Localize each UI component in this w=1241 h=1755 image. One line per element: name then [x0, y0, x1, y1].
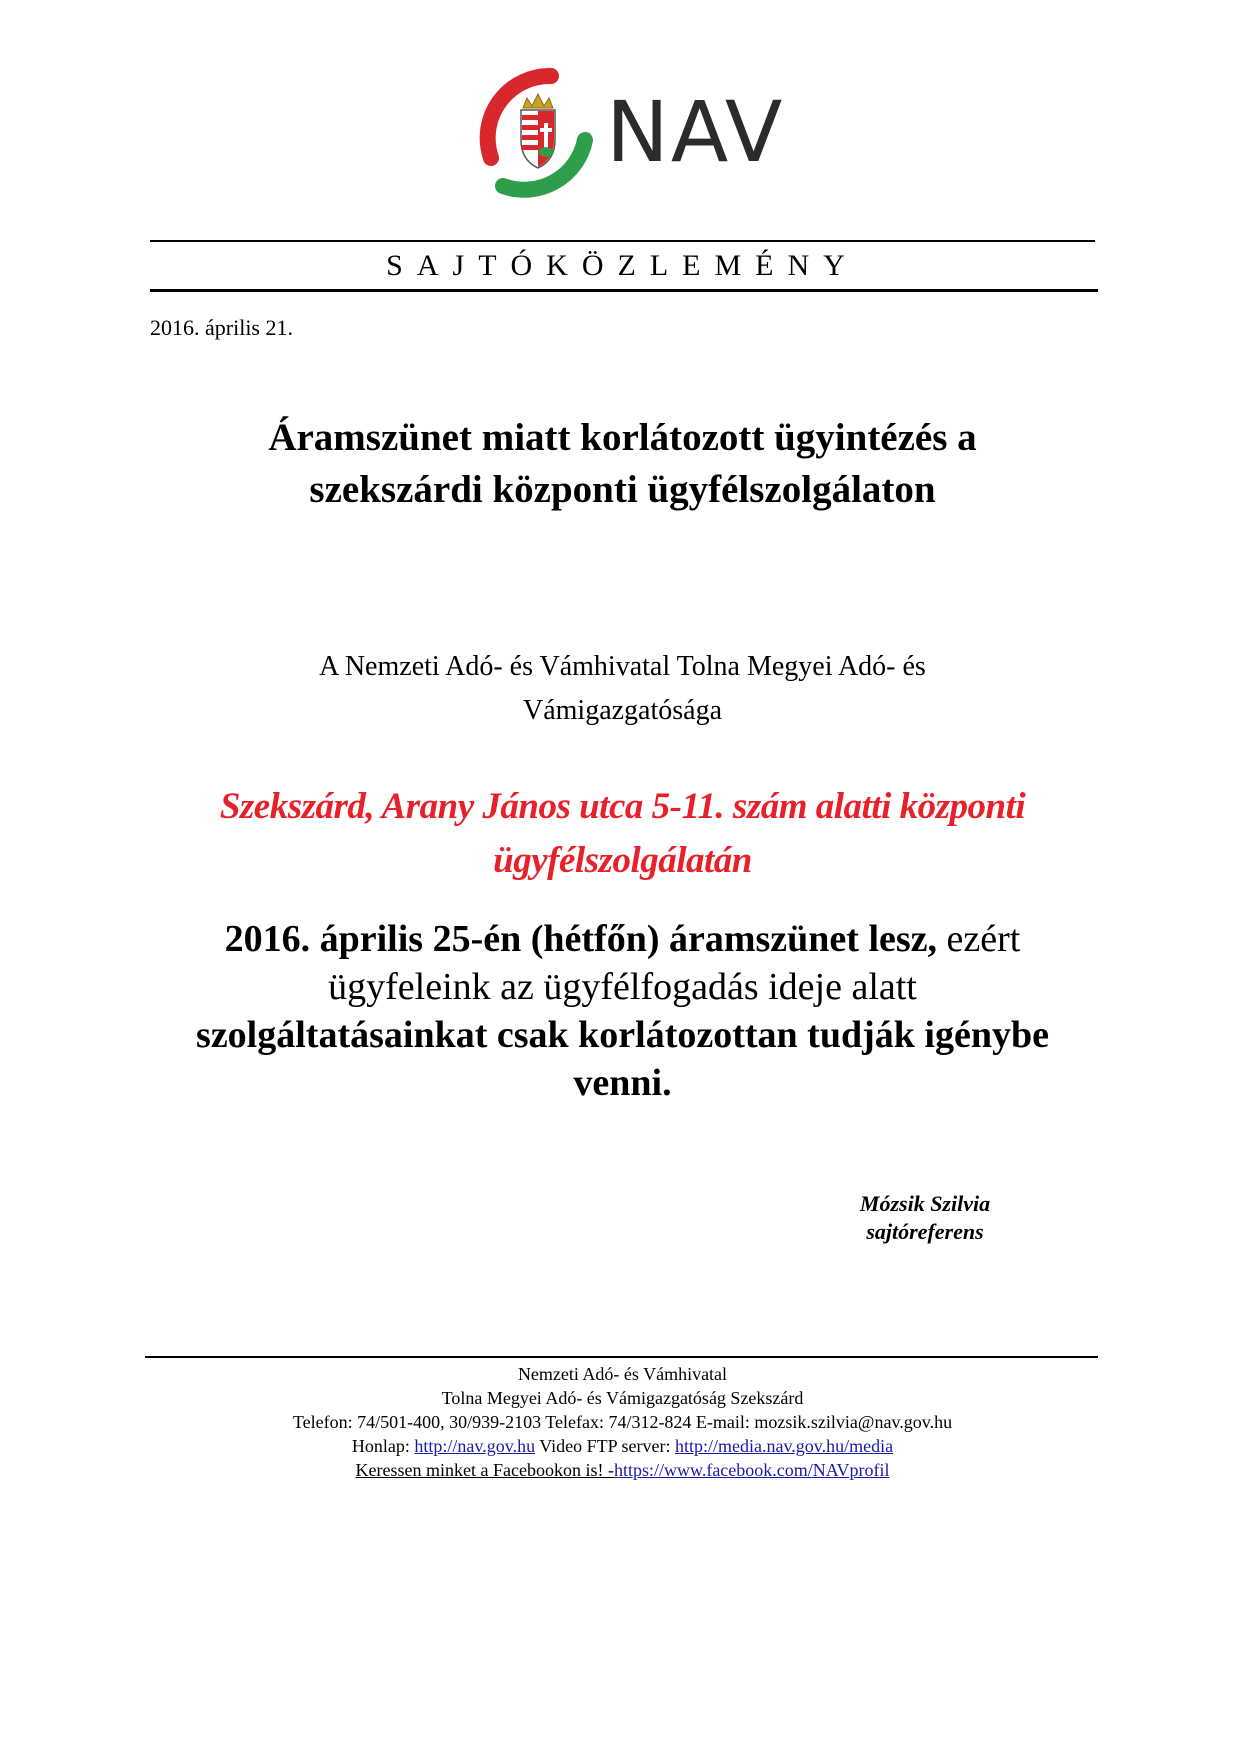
ftp-label: Video FTP server:: [535, 1436, 675, 1456]
body-bold-2: szolgáltatásainkat csak korlátozottan tudják igénybe: [196, 1014, 1049, 1056]
header-bottom-rule: [150, 289, 1098, 292]
body-line-2: ügyfeleink az ügyfélfogadás ideje alatt: [328, 966, 917, 1008]
body-bold-1: 2016. április 25-én (hétfőn) áramszünet lesz,: [224, 918, 938, 960]
footer-contact: Telefon: 74/501-400, 30/939-2103 Telefax: 74/312-824 E-mail: mozsik.szilvia@nav.gov.hu: [292, 1412, 953, 1432]
body-line-3: [140, 1011, 1105, 1059]
location-line-1: Szekszárd, Arany János utca 5-11. szám alatti központi: [219, 786, 1026, 827]
homepage-link[interactable]: http://nav.gov.hu: [414, 1436, 536, 1456]
nav-emblem-icon: [473, 68, 603, 208]
headline: [150, 412, 1095, 516]
honlap-label: Honlap:: [351, 1436, 415, 1456]
header-top-rule: [150, 240, 1095, 242]
nav-logo: [473, 68, 793, 208]
facebook-text: Keressen minket a Facebookon is! -: [355, 1460, 614, 1480]
signature-title: sajtóreferens: [866, 1219, 984, 1244]
announcement-body: [140, 915, 1105, 1107]
footer-line-2: Tolna Megyei Adó- és Vámigazgatóság Szekszárd: [441, 1388, 804, 1408]
intro-line-2: Vámigazgatósága: [522, 695, 723, 726]
body-normal-1: ezért: [937, 918, 1021, 960]
body-bold-3: venni.: [573, 1062, 672, 1104]
facebook-link[interactable]: https://www.facebook.com/NAVprofil: [613, 1460, 890, 1480]
body-line-4: [140, 1059, 1105, 1107]
release-date: 2016. április 21.: [150, 315, 293, 340]
signature: [815, 1190, 1035, 1246]
press-release-label: SAJTÓKÖZLEMÉNY: [386, 249, 859, 282]
facebook-line: [150, 1458, 1095, 1482]
body-line-1: [140, 915, 1105, 963]
footer-links: [150, 1434, 1095, 1458]
location-line-2: ügyfélszolgálatán: [493, 840, 752, 881]
footer-line-1: Nemzeti Adó- és Vámhivatal: [517, 1364, 728, 1384]
nav-logo-text: NAV: [606, 83, 785, 181]
footer: [150, 1362, 1095, 1482]
intro-paragraph: [150, 645, 1095, 733]
signature-name: Mózsik Szilvia: [859, 1191, 991, 1216]
headline-line-1: Áramszünet miatt korlátozott ügyintézés a: [268, 416, 977, 459]
footer-rule: [145, 1356, 1098, 1358]
intro-line-1: A Nemzeti Adó- és Vámhivatal Tolna Megyei Adó- és: [319, 651, 926, 682]
headline-line-2: szekszárdi központi ügyfélszolgálaton: [309, 468, 936, 511]
location-highlight: [140, 780, 1105, 888]
ftp-link[interactable]: http://media.nav.gov.hu/media: [674, 1436, 894, 1456]
